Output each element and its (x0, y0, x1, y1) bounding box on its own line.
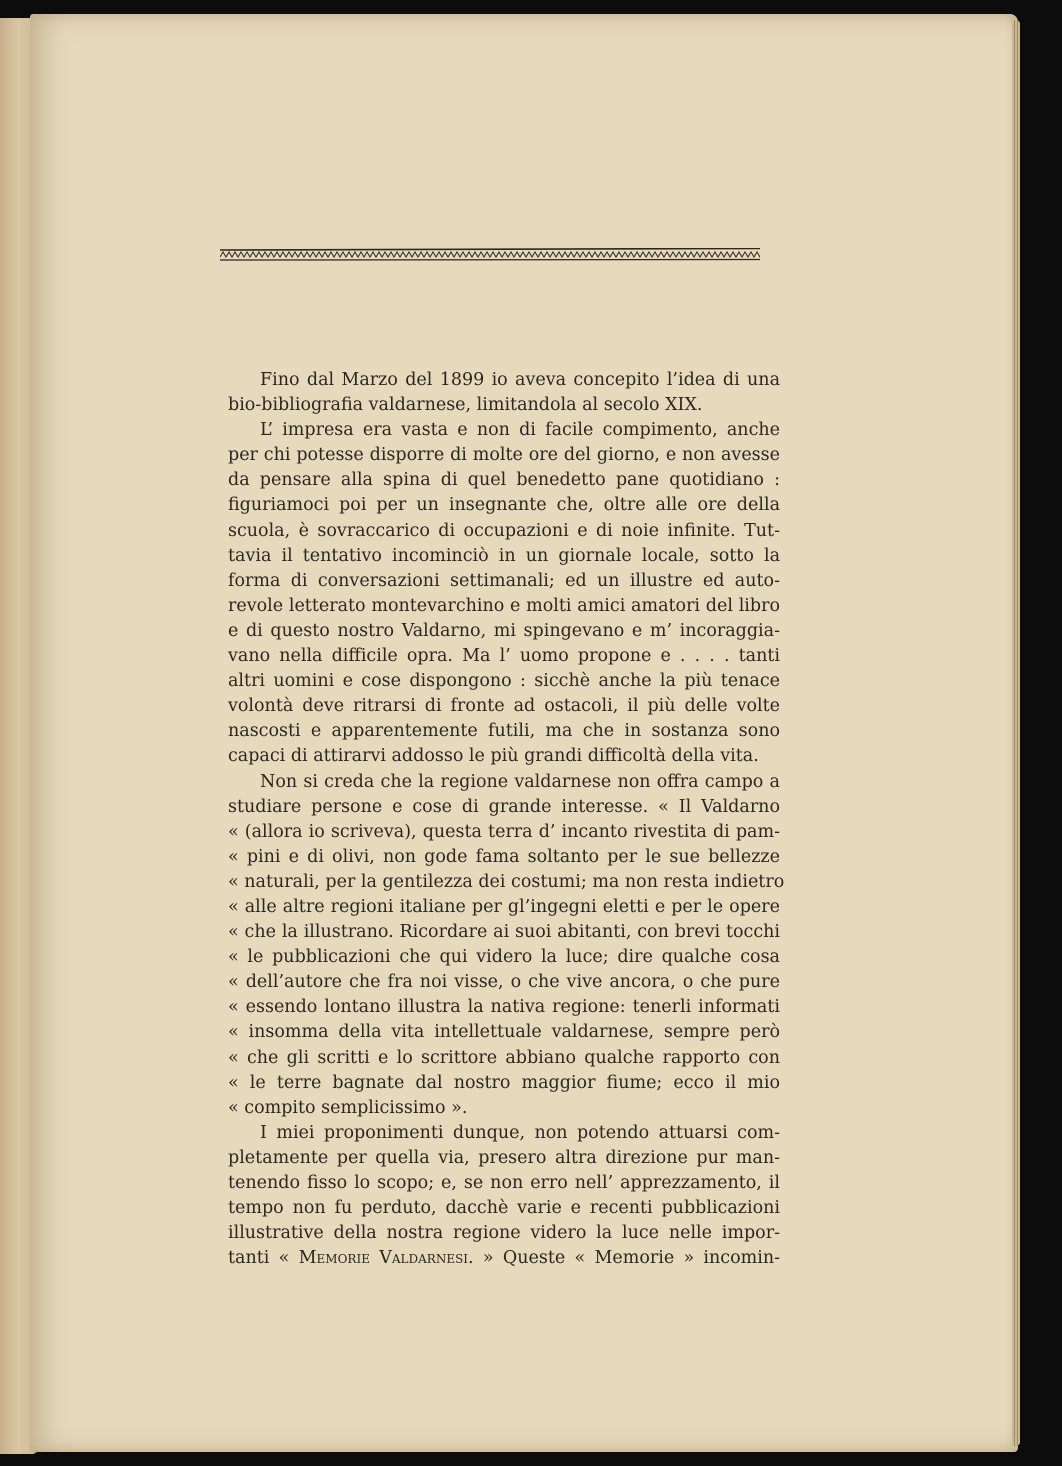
text-line: « pini e di olivi, non gode fama soltanto per le sue bellezze (228, 846, 780, 867)
text-line: revole letterato montevarchino e molti amici amatori del libro (228, 595, 780, 616)
text-line: « compito semplicissimo ». (228, 1097, 468, 1118)
zigzag-border-ornament (220, 248, 760, 262)
text-line: « (allora io scriveva), questa terra d’ incanto rivestita di pam- (228, 821, 780, 842)
text-line: per chi potesse disporre di molte ore del giorno, e non avesse (228, 445, 780, 466)
text-line: nascosti e apparentemente futili, ma che in sostanza sono (228, 721, 780, 742)
text-line: « le terre bagnate dal nostro maggior fiume; ecco il mio (228, 1072, 780, 1093)
text-line: « le pubblicazioni che qui videro la luce; dire qualche cosa (228, 947, 780, 968)
text-line: tavia il tentativo incominciò in un giornale locale, sotto la (228, 545, 780, 566)
zigzag-line (220, 252, 760, 257)
text-line: altri uomini e cose dispongono : sicchè anche la più tenace (228, 671, 780, 692)
text-line: I miei proponimenti dunque, non potendo attuarsi com- (260, 1122, 780, 1143)
text-line: capaci di attirarvi addosso le più grandi difficoltà della vita. (228, 746, 759, 767)
text-line: pletamente per quella via, presero altra direzione pur man- (228, 1147, 780, 1168)
text-line: « dell’autore che fra noi visse, o che vive ancora, o che pure (228, 972, 780, 993)
text-line: da pensare alla spina di quel benedetto pane quotidiano : (228, 470, 780, 491)
text-line: « che la illustrano. Ricordare ai suoi abitanti, con brevi tocchi (228, 922, 780, 943)
text-line: forma di conversazioni settimanali; ed un illustre ed auto- (228, 570, 780, 591)
text-line: Non si creda che la regione valdarnese non offra campo a (260, 771, 780, 792)
body-text (228, 368, 785, 1271)
journal-title: Memorie Valdarnesi. (298, 1248, 474, 1269)
text-line: volontà deve ritrarsi di fronte ad ostacoli, il più delle volte (228, 696, 780, 717)
text-fragment: tanti « (228, 1248, 299, 1269)
text-line: « insomma della vita intellettuale valdarnese, sempre però (228, 1022, 780, 1043)
text-line: studiare persone e cose di grande interesse. « Il Valdarno (228, 796, 780, 817)
text-line: « alle altre regioni italiane per gl’ingegni eletti e per le opere (228, 896, 780, 917)
text-line: scuola, è sovraccarico di occupazioni e di noie infinite. Tut- (228, 520, 780, 541)
text-line: tenendo fisso lo scopo; e, se non erro nell’ apprezzamento, il (228, 1173, 780, 1193)
text-line: vano nella difficile opra. Ma l’ uomo propone e . . . . tanti (228, 646, 780, 667)
text-line: e di questo nostro Valdarno, mi spingevano e m’ incoraggia- (228, 620, 780, 641)
text-line: illustrative della nostra regione videro la luce nelle impor- (228, 1223, 780, 1244)
text-line: L’ impresa era vasta e non di facile compimento, anche (260, 420, 780, 441)
page-stack-edge (1012, 20, 1020, 1446)
text-line: figuriamoci poi per un insegnante che, oltre alle ore della (228, 495, 780, 516)
text-line: « essendo lontano illustra la nativa regione: tenerli informati (228, 997, 780, 1018)
text-line: « naturali, per la gentilezza dei costumi; ma non resta indietro (228, 871, 785, 892)
ornament-rule (220, 248, 760, 262)
text-fragment: » Queste « Memorie » incomin- (473, 1248, 781, 1269)
text-line: « che gli scritti e lo scrittore abbiano qualche rapporto con (228, 1047, 780, 1068)
text-line-last (228, 1246, 780, 1271)
text-line: bio-bibliografia valdarnese, limitandola al secolo XIX. (228, 395, 703, 416)
text-line: Fino dal Marzo del 1899 io aveva concepito l’idea di una (260, 370, 780, 390)
text-line: tempo non fu perduto, dacchè varie e recenti pubblicazioni (228, 1198, 780, 1219)
